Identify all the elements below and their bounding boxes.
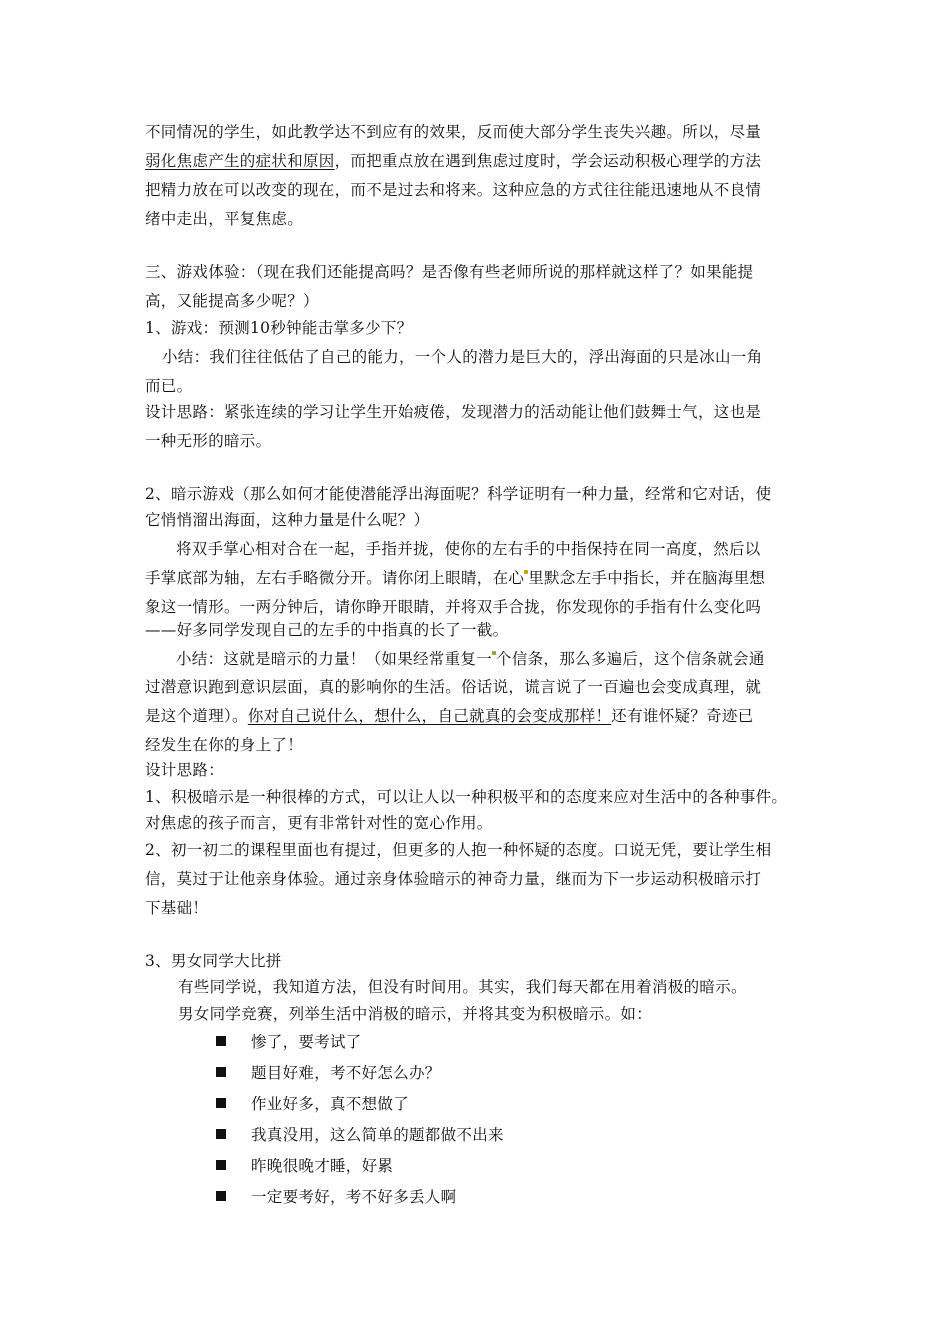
paragraph-line: 绪中走出，平复焦虑。 bbox=[145, 210, 304, 228]
bullet-square-icon bbox=[216, 1191, 226, 1201]
game-title: 2、暗示游戏（那么如何才能使潜能浮出海面呢？科学证明有一种力量，经常和它对话，使 bbox=[145, 485, 772, 503]
bullet-square-icon bbox=[216, 1036, 226, 1046]
design-line: 下基础！ bbox=[145, 899, 209, 917]
body-line: 有些同学说，我知道方法，但没有时间用。其实，我们每天都在用着消极的暗示。 bbox=[178, 978, 747, 996]
list-item: 一定要考好，考不好多丢人啊 bbox=[251, 1188, 457, 1206]
summary-text: 是这个道理）。 bbox=[145, 707, 248, 725]
body-text: 手掌底部为轴，左右手略微分开。请你闭上眼睛，在心 bbox=[145, 569, 525, 587]
summary-line bbox=[176, 649, 765, 669]
summary-text: 小结：这就是暗示的力量！（如果经常重复一 bbox=[176, 650, 493, 668]
list-item: 题目好难，考不好怎么办？ bbox=[251, 1064, 441, 1082]
body-line: ——好多同学发现自己的左手的中指真的长了一截。 bbox=[145, 621, 509, 639]
list-item: 昨晚很晚才睡，好累 bbox=[251, 1157, 394, 1175]
paragraph-line: 把精力放在可以改变的现在，而不是过去和将来。这种应急的方式往往能迅速地从不良情 bbox=[145, 181, 762, 199]
list-item: 我真没用，这么简单的题都做不出来 bbox=[251, 1126, 504, 1144]
game-title: 3、男女同学大比拼 bbox=[145, 952, 282, 970]
section-heading: 三、游戏体验：（现在我们还能提高吗？是否像有些老师所说的那样就这样了？如果能提 bbox=[145, 263, 754, 281]
body-line: 象这一情形。一两分钟后，请你睁开眼睛，并将双手合拢，你发现你的手指有什么变化吗 bbox=[145, 598, 762, 616]
game-title: 1、游戏：预测10秒钟能击掌多少下？ bbox=[145, 319, 413, 337]
list-item: 惨了，要考试了 bbox=[251, 1033, 362, 1051]
summary-text: 个信条，那么多遍后，这个信条就会通 bbox=[496, 650, 765, 668]
summary-line bbox=[145, 706, 753, 726]
design-line: 一种无形的暗示。 bbox=[145, 432, 272, 450]
body-line: 男女同学竞赛，列举生活中消极的暗示，并将其变为积极暗示。如： bbox=[178, 1005, 653, 1023]
bullet-square-icon bbox=[216, 1098, 226, 1108]
summary-line: 而已。 bbox=[145, 377, 193, 395]
underlined-text: 弱化焦虑产生的症状和原因 bbox=[145, 152, 335, 170]
design-line: 对焦虑的孩子而言，更有非常针对性的宽心作用。 bbox=[145, 814, 493, 832]
design-title: 设计思路： bbox=[145, 761, 225, 779]
bullet-square-icon bbox=[216, 1067, 226, 1077]
design-line: 信，莫过于让他亲身体验。通过亲身体验暗示的神奇力量，继而为下一步运动积极暗示打 bbox=[145, 870, 762, 888]
bullet-square-icon bbox=[216, 1129, 226, 1139]
paragraph-line: 不同情况的学生，如此教学达不到应有的效果，反而使大部分学生丧失兴趣。所以，尽量 bbox=[145, 123, 762, 141]
game-title: 它悄悄溜出海面，这种力量是什么呢？） bbox=[145, 511, 430, 529]
body-line: 将双手掌心相对合在一起，手指并拢，使你的左右手的中指保持在同一高度，然后以 bbox=[176, 540, 761, 558]
summary-line: 经发生在你的身上了！ bbox=[145, 736, 304, 754]
paragraph-line bbox=[145, 151, 761, 171]
summary-line: 过潜意识跑到意识层面，真的影响你的生活。俗话说，谎言说了一百遍也会变成真理，就 bbox=[145, 678, 762, 696]
body-line bbox=[145, 568, 765, 588]
bullet-square-icon bbox=[216, 1160, 226, 1170]
design-line: 设计思路：紧张连续的学习让学生开始疲倦，发现潜力的活动能让他们鼓舞士气，这也是 bbox=[145, 403, 762, 421]
underlined-text: 你对自己说什么，想什么，自己就真的会变成那样！ bbox=[247, 707, 612, 725]
design-line: 2、初一初二的课程里面也有提过，但更多的人抱一种怀疑的态度。口说无凭，要让学生相 bbox=[145, 841, 772, 859]
summary-text: 还有谁怀疑？奇迹已 bbox=[611, 707, 754, 725]
paragraph-text: ，而把重点放在遇到焦虑过度时，学会运动积极心理学的方法 bbox=[334, 152, 762, 170]
section-heading: 高，又能提高多少呢？） bbox=[145, 292, 319, 310]
design-line: 1、积极暗示是一种很棒的方式，可以让人以一种积极平和的态度来应对生活中的各种事件。 bbox=[145, 788, 788, 806]
list-item: 作业好多，真不想做了 bbox=[251, 1095, 410, 1113]
body-text: 里默念左手中指长，并在脑海里想 bbox=[528, 569, 766, 587]
summary-line: 小结：我们往往低估了自己的能力，一个人的潜力是巨大的，浮出海面的只是冰山一角 bbox=[162, 348, 763, 366]
